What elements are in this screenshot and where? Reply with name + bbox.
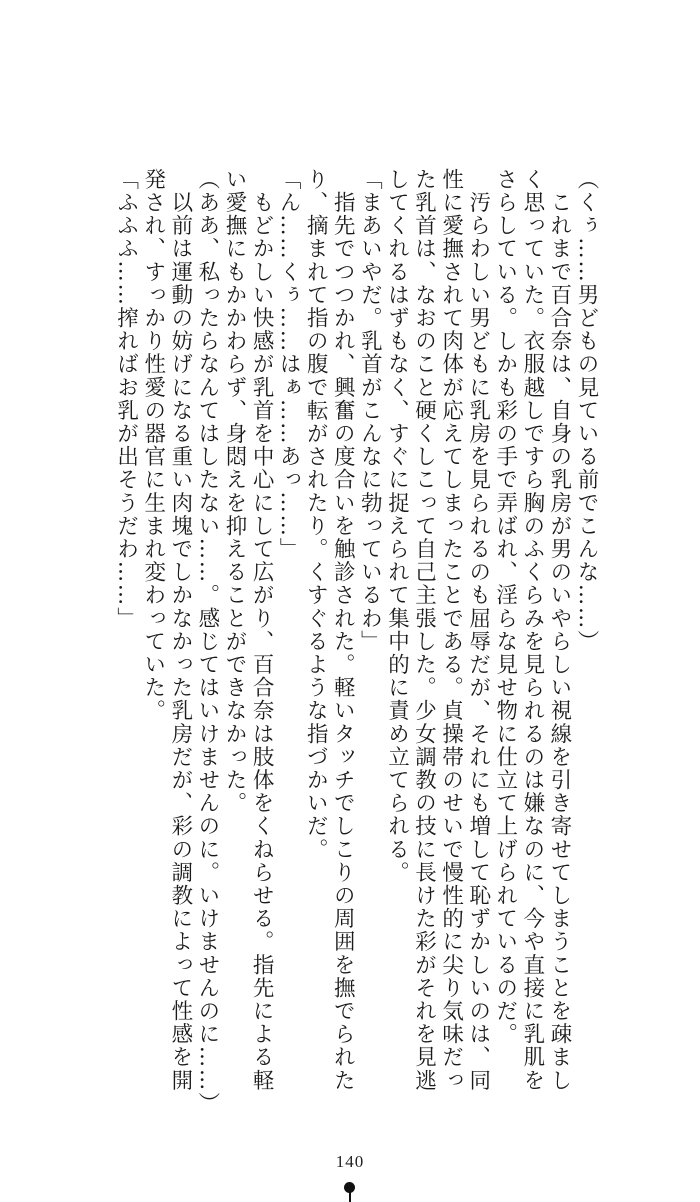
text-line: い愛撫にもかかわらず、身悶えを抑えることができなかった。 [221,168,247,815]
text-line: 「まあいやだ。乳首がこんなに勃っているわ」 [357,168,383,654]
text-line: 以前は運動の妨げになる重い肉塊でしかなかった乳房だが、彩の調教によって性感を開 [167,168,193,1092]
text-line: もどかしい快感が乳首を中心にして広がり、百合奈は肢体をくねらせる。指先による軽 [249,168,275,1092]
page-marker-tick [349,1192,351,1202]
text-line: これまで百合奈は、自身の乳房が男のいやらしい視線を引き寄せてしまうことを疎まし [546,168,572,1092]
text-line: 性に愛撫されて肉体が応えてしまったことである。貞操帯のせいで慢性的に尖り気味だっ [438,168,464,1092]
text-line: 汚らわしい男どもに乳房を見られるのも屈辱だが、それにも増して恥ずかしいのは、同 [465,168,491,1092]
text-line: 指先でつつかれ、興奮の度合いを触診された。軽いタッチでしこりの周囲を撫でられた [330,168,356,1092]
text-line: た乳首は、なおのこと硬くしこって自己主張した。少女調教の技に長けた彩がそれを見逃 [411,168,437,1092]
text-line: 「ん……くぅ……はぁ……あっ……」 [276,168,302,561]
body-text [113,168,600,1116]
text-line: （くぅ……男どもの見ている前でこんな……） [574,168,599,654]
text-line: （ああ、私ったらなんてはしたない……。感じてはいけませんのに。いけませんのに……） [194,168,220,1116]
page-number: 140 [335,1152,365,1171]
text-line: 発され、すっかり性愛の器官に生まれ変わっていた。 [140,168,166,723]
text-line: してくれるはずもなく、すぐに捉えられて集中的に責め立てられる。 [384,168,410,885]
text-line: さらしている。しかも彩の手で弄ばれ、淫らな見せ物に仕立て上げられているのだ。 [492,168,518,1046]
text-line: く思っていた。衣服越しですら胸のふくらみを見られるのは嫌なのに、今や直接に乳肌を [519,168,545,1092]
text-line: り、摘まれて指の腹で転がされたり。くすぐるような指づかいだ。 [303,168,329,861]
text-line: 「ふふふ……搾ればお乳が出そうだわ……」 [113,168,139,630]
